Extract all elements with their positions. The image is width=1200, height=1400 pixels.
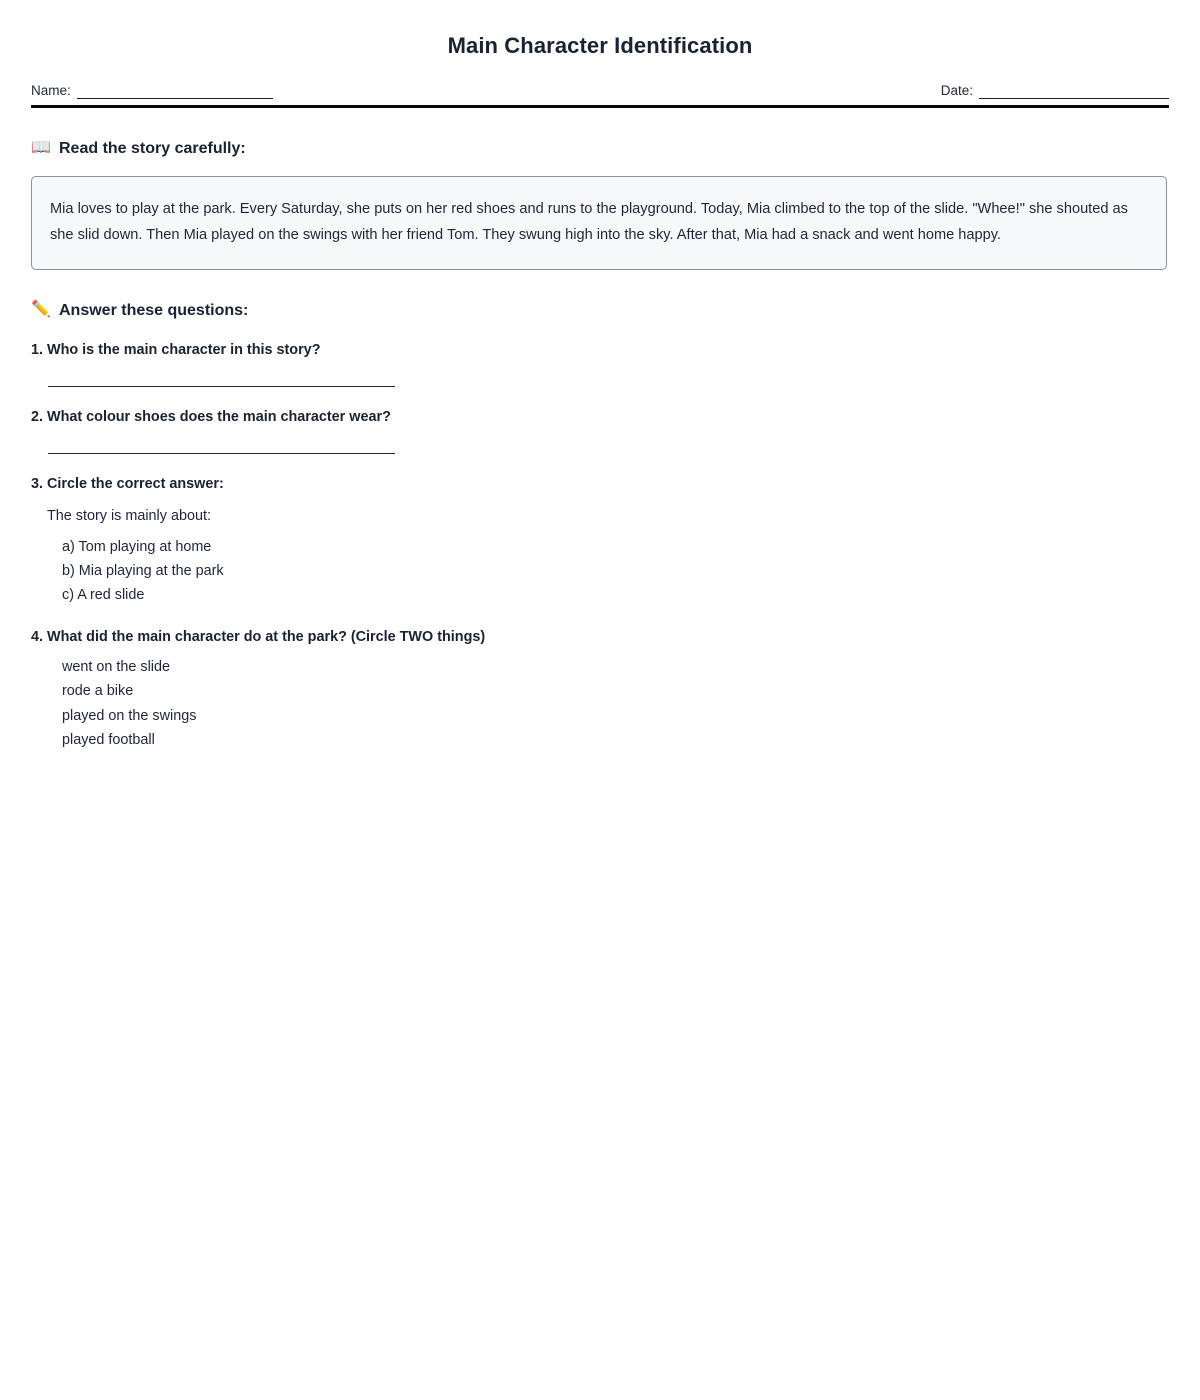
question-1 xyxy=(31,342,1169,387)
page-title: Main Character Identification xyxy=(447,33,753,58)
question-3-choices xyxy=(31,524,1169,608)
question-2-answer-line[interactable] xyxy=(48,453,395,454)
question-3-choice-c[interactable]: c) A red slide xyxy=(62,586,145,603)
answer-questions-heading xyxy=(31,270,1169,320)
question-2-text: 2. What colour shoes does the main character wear? xyxy=(31,408,391,425)
open-book-icon: 📖 xyxy=(31,139,51,156)
date-field[interactable] xyxy=(941,84,1169,99)
name-field[interactable] xyxy=(31,84,273,99)
question-4-text: 4. What did the main character do at the park? (Circle TWO things) xyxy=(31,629,486,646)
question-1-text: 1. Who is the main character in this story? xyxy=(31,341,321,358)
question-4-options xyxy=(31,645,1169,752)
question-1-answer-line[interactable] xyxy=(48,386,395,387)
question-4-option-1[interactable]: went on the slide xyxy=(62,659,171,676)
pencil-icon: ✏️ xyxy=(31,301,51,319)
read-story-heading xyxy=(31,108,1169,158)
question-4-option-2[interactable]: rode a bike xyxy=(62,683,134,700)
question-4 xyxy=(31,629,1169,752)
name-label: Name: xyxy=(31,83,71,98)
name-input-line[interactable] xyxy=(77,85,273,99)
question-3-text: 3. Circle the correct answer: xyxy=(31,475,224,492)
question-3-prompt: The story is mainly about: xyxy=(47,507,211,524)
question-4-option-4[interactable]: played football xyxy=(62,731,155,748)
question-2 xyxy=(31,409,1169,454)
date-input-line[interactable] xyxy=(979,85,1169,99)
name-date-row xyxy=(31,84,1169,99)
question-3 xyxy=(31,476,1169,608)
question-3-choice-a[interactable]: a) Tom playing at home xyxy=(62,538,212,555)
date-label: Date: xyxy=(940,83,973,98)
story-text: Mia loves to play at the park. Every Saturday, she puts on her red shoes and runs to the playground. Today, Mia climbed to the top of the slide. "Whee!" she shouted as she slid down. Then Mia played on the swings with her friend Tom. They swung high into the sky. After that, Mia had a snack and went home happy. xyxy=(50,200,1128,244)
questions-list xyxy=(31,342,1169,752)
story-passage-box xyxy=(31,176,1167,270)
question-4-option-3[interactable]: played on the swings xyxy=(62,707,197,724)
question-3-choice-b[interactable]: b) Mia playing at the park xyxy=(62,562,224,579)
answer-questions-heading-label: Answer these questions: xyxy=(59,301,249,319)
read-story-heading-label: Read the story carefully: xyxy=(59,139,246,157)
